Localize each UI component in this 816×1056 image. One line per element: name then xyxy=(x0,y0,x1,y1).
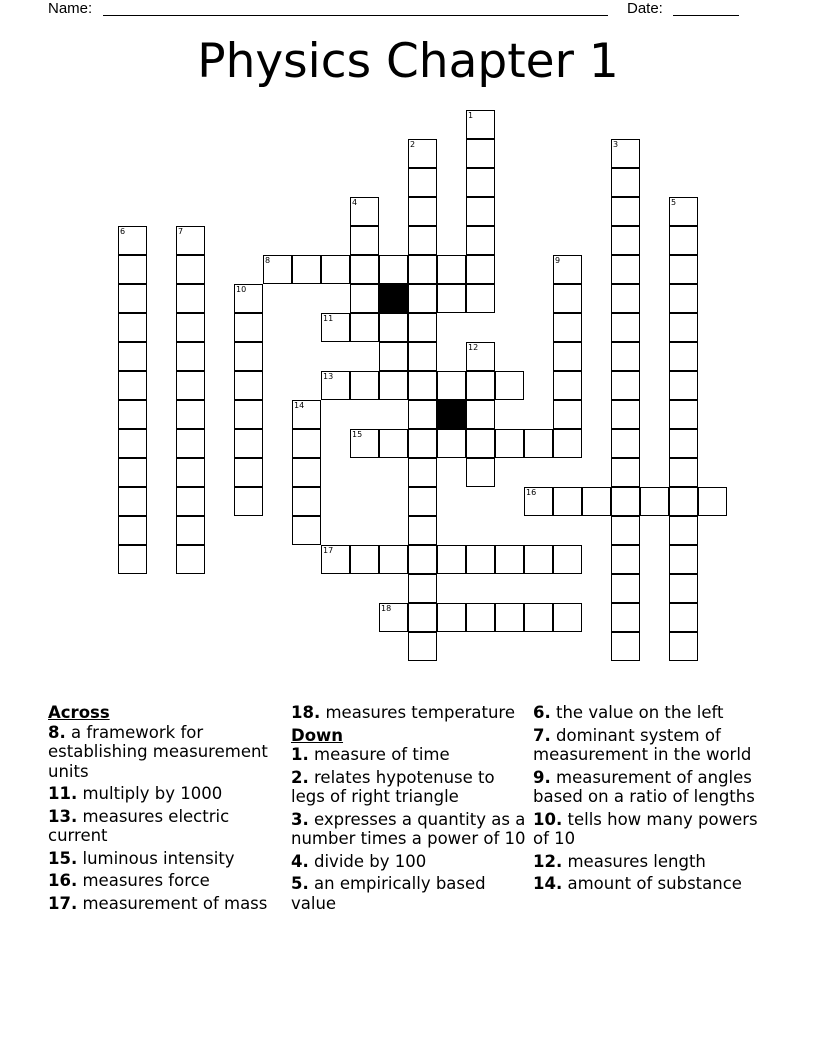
grid-cell[interactable] xyxy=(437,371,466,400)
grid-cell[interactable] xyxy=(292,400,321,429)
grid-cell[interactable] xyxy=(466,226,495,255)
grid-cell[interactable] xyxy=(408,284,437,313)
grid-cell[interactable] xyxy=(669,545,698,574)
grid-cell[interactable] xyxy=(292,429,321,458)
grid-cell[interactable] xyxy=(466,168,495,197)
clue-number-label: 14 xyxy=(294,401,305,410)
grid-cell[interactable] xyxy=(437,545,466,574)
clue-down-3: 3. expresses a quantity as a number times a power of 10 xyxy=(291,809,526,848)
grid-cell[interactable] xyxy=(118,545,147,574)
grid-cell[interactable] xyxy=(495,429,524,458)
grid-cell[interactable] xyxy=(176,284,205,313)
grid-cell[interactable] xyxy=(669,255,698,284)
grid-cell[interactable] xyxy=(669,400,698,429)
grid-cell[interactable] xyxy=(524,603,553,632)
grid-cell[interactable] xyxy=(669,516,698,545)
grid-cell[interactable] xyxy=(176,371,205,400)
grid-cell[interactable] xyxy=(553,487,582,516)
grid-cell[interactable] xyxy=(234,429,263,458)
clue-number-label: 16 xyxy=(526,488,537,497)
grid-cell[interactable] xyxy=(176,342,205,371)
grid-cell[interactable] xyxy=(553,545,582,574)
clue-down-7: 7. dominant system of measurement in the world xyxy=(533,725,752,764)
grid-cell[interactable] xyxy=(611,342,640,371)
grid-cell[interactable] xyxy=(408,429,437,458)
grid-cell[interactable] xyxy=(408,197,437,226)
date-field[interactable] xyxy=(673,15,739,16)
grid-cell[interactable] xyxy=(611,574,640,603)
clue-down-4: 4. divide by 100 xyxy=(291,851,427,871)
clue-number-label: 11 xyxy=(323,314,334,323)
grid-cell[interactable] xyxy=(379,603,408,632)
grid-cell[interactable] xyxy=(611,168,640,197)
grid-cell[interactable] xyxy=(582,487,611,516)
grid-cell[interactable] xyxy=(611,400,640,429)
grid-cell[interactable] xyxy=(466,110,495,139)
clue-down-9: 9. measurement of angles based on a ratio of lengths xyxy=(533,767,755,806)
date-label: Date: xyxy=(627,0,663,17)
grid-cell[interactable] xyxy=(292,487,321,516)
grid-cell[interactable] xyxy=(669,342,698,371)
grid-cell[interactable] xyxy=(466,284,495,313)
grid-cell[interactable] xyxy=(350,255,379,284)
grid-cell[interactable] xyxy=(669,313,698,342)
grid-cell[interactable] xyxy=(408,545,437,574)
grid-cell[interactable] xyxy=(611,313,640,342)
grid-cell[interactable] xyxy=(437,284,466,313)
grid-cell[interactable] xyxy=(176,487,205,516)
grid-cell[interactable] xyxy=(350,429,379,458)
grid-cell[interactable] xyxy=(379,429,408,458)
grid-cell[interactable] xyxy=(437,429,466,458)
grid-cell[interactable] xyxy=(553,342,582,371)
clue-number-label: 6 xyxy=(120,227,126,236)
grid-cell[interactable] xyxy=(611,371,640,400)
clue-across-13: 13. measures electric current xyxy=(48,806,230,845)
grid-cell[interactable] xyxy=(408,342,437,371)
grid-cell[interactable] xyxy=(350,313,379,342)
grid-cell[interactable] xyxy=(408,487,437,516)
grid-cell[interactable] xyxy=(466,371,495,400)
grid-cell[interactable] xyxy=(466,429,495,458)
clue-number-label: 2 xyxy=(410,140,416,149)
grid-cell[interactable] xyxy=(292,255,321,284)
grid-cell[interactable] xyxy=(176,516,205,545)
grid-cell[interactable] xyxy=(234,371,263,400)
grid-cell[interactable] xyxy=(611,603,640,632)
grid-cell[interactable] xyxy=(118,487,147,516)
grid-cell[interactable] xyxy=(350,226,379,255)
grid-cell[interactable] xyxy=(669,632,698,661)
grid-cell[interactable] xyxy=(553,371,582,400)
clue-number-label: 12 xyxy=(468,343,479,352)
grid-cell[interactable] xyxy=(553,429,582,458)
grid-block-square xyxy=(437,400,466,429)
grid-cell[interactable] xyxy=(408,400,437,429)
grid-cell[interactable] xyxy=(553,284,582,313)
grid-cell[interactable] xyxy=(118,516,147,545)
grid-cell[interactable] xyxy=(437,603,466,632)
clue-number-label: 4 xyxy=(352,198,358,207)
clue-number-label: 1 xyxy=(468,111,474,120)
clue-across-11: 11. multiply by 1000 xyxy=(48,784,223,803)
grid-cell[interactable] xyxy=(611,284,640,313)
grid-cell[interactable] xyxy=(350,545,379,574)
grid-cell[interactable] xyxy=(118,226,147,255)
grid-cell[interactable] xyxy=(408,226,437,255)
grid-cell[interactable] xyxy=(466,458,495,487)
grid-cell[interactable] xyxy=(234,400,263,429)
grid-cell[interactable] xyxy=(379,255,408,284)
grid-cell[interactable] xyxy=(611,458,640,487)
grid-cell[interactable] xyxy=(408,371,437,400)
grid-cell[interactable] xyxy=(118,255,147,284)
clue-number-label: 3 xyxy=(613,140,619,149)
grid-cell[interactable] xyxy=(118,313,147,342)
grid-cell[interactable] xyxy=(669,603,698,632)
grid-cell[interactable] xyxy=(176,458,205,487)
grid-cell[interactable] xyxy=(524,429,553,458)
clues-column-1 xyxy=(48,703,288,916)
grid-cell[interactable] xyxy=(176,545,205,574)
grid-cell[interactable] xyxy=(669,487,698,516)
grid-cell[interactable] xyxy=(553,255,582,284)
clue-down-5: 5. an empirically based value xyxy=(291,874,486,913)
clue-down-1: 1. measure of time xyxy=(291,745,450,764)
grid-cell[interactable] xyxy=(669,574,698,603)
grid-cell[interactable] xyxy=(408,632,437,661)
grid-cell[interactable] xyxy=(408,139,437,168)
grid-cell[interactable] xyxy=(234,284,263,313)
grid-cell[interactable] xyxy=(669,458,698,487)
grid-cell[interactable] xyxy=(118,429,147,458)
grid-cell[interactable] xyxy=(234,487,263,516)
grid-cell[interactable] xyxy=(495,371,524,400)
grid-cell[interactable] xyxy=(321,313,350,342)
clue-number-label: 7 xyxy=(178,227,184,236)
grid-cell[interactable] xyxy=(495,603,524,632)
grid-cell[interactable] xyxy=(611,429,640,458)
grid-cell[interactable] xyxy=(234,342,263,371)
grid-cell[interactable] xyxy=(379,313,408,342)
clue-number-label: 10 xyxy=(236,285,247,294)
clue-across-18: 18. measures temperature xyxy=(291,703,516,722)
grid-cell[interactable] xyxy=(118,371,147,400)
grid-cell[interactable] xyxy=(350,197,379,226)
grid-cell[interactable] xyxy=(466,342,495,371)
across-heading: Across xyxy=(48,703,110,722)
grid-cell[interactable] xyxy=(466,197,495,226)
grid-block-square xyxy=(379,284,408,313)
grid-cell[interactable] xyxy=(408,516,437,545)
grid-cell[interactable] xyxy=(611,487,640,516)
clue-across-15: 15. luminous intensity xyxy=(48,848,235,868)
clue-down-10: 10. tells how many powers of 10 xyxy=(533,809,758,848)
grid-cell[interactable] xyxy=(176,400,205,429)
grid-cell[interactable] xyxy=(611,632,640,661)
name-field[interactable] xyxy=(103,15,608,16)
grid-cell[interactable] xyxy=(408,168,437,197)
clues-column-3 xyxy=(533,703,773,897)
grid-cell[interactable] xyxy=(553,603,582,632)
grid-cell[interactable] xyxy=(524,545,553,574)
clue-across-16: 16. measures force xyxy=(48,871,210,890)
page-title: Physics Chapter 1 xyxy=(197,34,619,89)
grid-cell[interactable] xyxy=(408,603,437,632)
grid-cell[interactable] xyxy=(379,545,408,574)
grid-cell[interactable] xyxy=(611,545,640,574)
grid-cell[interactable] xyxy=(466,255,495,284)
grid-cell[interactable] xyxy=(176,313,205,342)
clue-across-8: 8. a framework for establishing measurement units xyxy=(48,722,268,781)
down-heading: Down xyxy=(291,725,344,745)
grid-cell[interactable] xyxy=(176,226,205,255)
grid-cell[interactable] xyxy=(321,371,350,400)
grid-cell[interactable] xyxy=(524,487,553,516)
clue-down-12: 12. measures length xyxy=(533,851,706,871)
grid-cell[interactable] xyxy=(437,255,466,284)
grid-cell[interactable] xyxy=(669,371,698,400)
clue-down-2: 2. relates hypotenuse to legs of right triangle xyxy=(291,767,495,806)
grid-cell[interactable] xyxy=(553,400,582,429)
grid-cell[interactable] xyxy=(466,603,495,632)
grid-cell[interactable] xyxy=(118,458,147,487)
clue-number-label: 18 xyxy=(381,604,392,613)
grid-cell[interactable] xyxy=(495,545,524,574)
grid-cell[interactable] xyxy=(321,545,350,574)
grid-cell[interactable] xyxy=(640,487,669,516)
grid-cell[interactable] xyxy=(176,255,205,284)
grid-cell[interactable] xyxy=(292,516,321,545)
name-label: Name: xyxy=(48,0,93,17)
grid-cell[interactable] xyxy=(611,226,640,255)
grid-cell[interactable] xyxy=(408,255,437,284)
grid-cell[interactable] xyxy=(176,429,205,458)
grid-cell[interactable] xyxy=(698,487,727,516)
grid-cell[interactable] xyxy=(466,545,495,574)
grid-cell[interactable] xyxy=(408,458,437,487)
grid-cell[interactable] xyxy=(118,342,147,371)
clue-down-14: 14. amount of substance xyxy=(533,874,742,893)
clue-number-label: 8 xyxy=(265,256,271,265)
grid-cell[interactable] xyxy=(408,574,437,603)
grid-cell[interactable] xyxy=(611,255,640,284)
grid-cell[interactable] xyxy=(118,284,147,313)
grid-cell[interactable] xyxy=(669,226,698,255)
clue-number-label: 5 xyxy=(671,198,677,207)
clue-number-label: 15 xyxy=(352,430,363,439)
clues-column-2 xyxy=(291,703,527,916)
clue-down-6: 6. the value on the left xyxy=(533,703,724,722)
clue-across-17: 17. measurement of mass xyxy=(48,893,268,913)
grid-cell[interactable] xyxy=(379,371,408,400)
grid-cell[interactable] xyxy=(234,313,263,342)
grid-cell[interactable] xyxy=(611,516,640,545)
grid-cell[interactable] xyxy=(611,197,640,226)
grid-cell[interactable] xyxy=(408,313,437,342)
grid-cell[interactable] xyxy=(292,458,321,487)
grid-cell[interactable] xyxy=(321,255,350,284)
clue-number-label: 13 xyxy=(323,372,334,381)
grid-cell[interactable] xyxy=(553,313,582,342)
grid-cell[interactable] xyxy=(466,139,495,168)
grid-cell[interactable] xyxy=(669,284,698,313)
grid-cell[interactable] xyxy=(350,371,379,400)
grid-cell[interactable] xyxy=(263,255,292,284)
grid-cell[interactable] xyxy=(466,400,495,429)
grid-cell[interactable] xyxy=(379,342,408,371)
grid-cell[interactable] xyxy=(234,458,263,487)
grid-cell[interactable] xyxy=(669,197,698,226)
clue-number-label: 17 xyxy=(323,546,334,555)
grid-cell[interactable] xyxy=(350,284,379,313)
clue-number-label: 9 xyxy=(555,256,561,265)
grid-cell[interactable] xyxy=(611,139,640,168)
grid-cell[interactable] xyxy=(118,400,147,429)
grid-cell[interactable] xyxy=(669,429,698,458)
